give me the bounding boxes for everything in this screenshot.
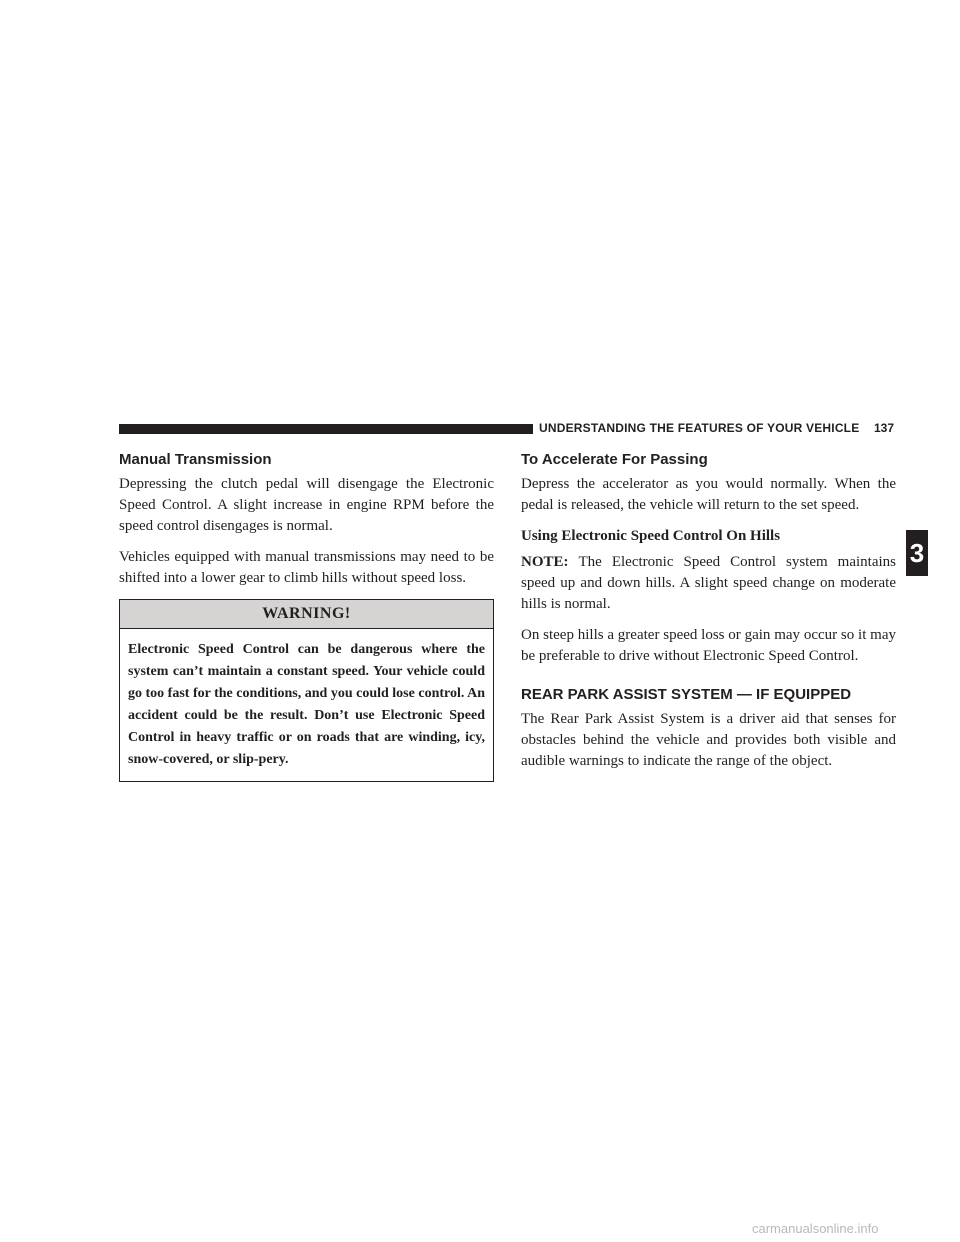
note-text: The Electronic Speed Control system maintains speed up and down hills. A slight speed change on moderate hills is normal. [521,554,896,612]
page-number: 137 [874,421,895,435]
header-square-marker [523,424,533,434]
note-label: NOTE: [521,554,569,570]
chapter-tab: 3 [906,530,928,576]
header-rule [119,424,523,434]
note-paragraph [521,552,896,615]
paragraph-clutch: Depressing the clutch pedal will disengage the Electronic Speed Control. A slight increase in engine RPM before the speed control disengages is normal. [119,476,494,534]
warning-text: Electronic Speed Control can be dangerous where the system can’t maintain a constant speed. Your vehicle could go too fast for the conditions, and you could lose control. An accident could be the result. Don’t use Electronic Speed Control in heavy traffic or on roads that are winding, icy, snow-covered, or slip-pery. [128,642,485,767]
warning-title: WARNING! [120,600,493,629]
rear-park-assist-heading: REAR PARK ASSIST SYSTEM — IF EQUIPPED [521,686,852,703]
watermark-text: carmanualsonline.info [752,1221,879,1236]
hills-heading: Using Electronic Speed Control On Hills [521,528,781,544]
paragraph-park-assist: The Rear Park Assist System is a driver aid that senses for obstacles behind the vehicle and provides both visible and audible warnings to indicate the range of the object. [521,711,896,769]
left-column [119,450,494,782]
paragraph-manual-gear: Vehicles equipped with manual transmissions may need to be shifted into a lower gear to climb hills without speed loss. [119,549,494,586]
passing-heading: To Accelerate For Passing [521,451,708,468]
running-header-title: UNDERSTANDING THE FEATURES OF YOUR VEHICLE [539,421,860,435]
right-column [521,450,896,782]
manual-transmission-heading: Manual Transmission [119,451,272,468]
paragraph-passing: Depress the accelerator as you would normally. When the pedal is released, the vehicle will return to the set speed. [521,476,896,513]
warning-box [119,599,494,782]
paragraph-steep-hills: On steep hills a greater speed loss or gain may occur so it may be preferable to drive without Electronic Speed Control. [521,627,896,664]
